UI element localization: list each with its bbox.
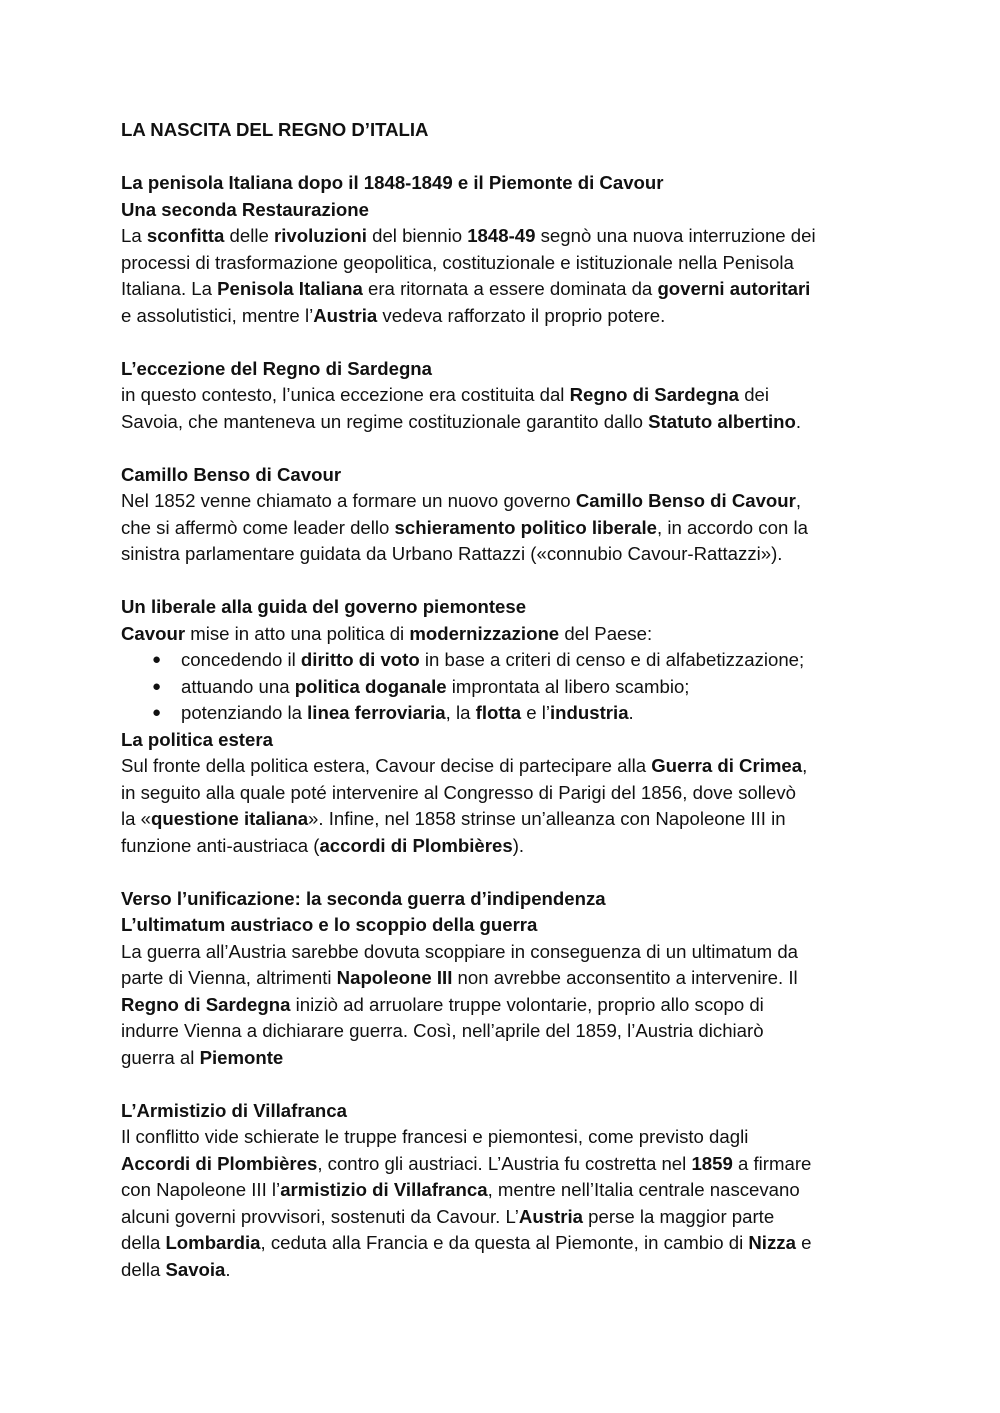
bold-text: L’ultimatum austriaco e lo scoppio della guerra: [121, 914, 538, 935]
text-line: [121, 356, 891, 383]
text-run: del biennio: [366, 225, 468, 246]
text-run: ,: [795, 490, 802, 511]
text-line: [121, 939, 891, 966]
text-line: [121, 806, 891, 833]
text-run: dei: [739, 384, 770, 405]
bold-text: Una seconda Restaurazione: [121, 198, 369, 220]
bold-text: Piemonte: [199, 1046, 284, 1068]
bold-text: schieramento politico liberale: [394, 516, 658, 538]
text-run: la «: [121, 808, 151, 829]
bold-text: accordi di Plombières: [319, 834, 513, 856]
text-line: [121, 250, 891, 277]
text-run: non avrebbe acconsentito a intervenire. Il: [452, 967, 798, 988]
text-run: Savoia, che manteneva un regime costituzionale garantito dallo: [121, 410, 649, 432]
text-run: della: [121, 1258, 166, 1280]
text-line: [121, 1204, 891, 1231]
text-run: , mentre nell’Italia centrale nascevano: [487, 1179, 800, 1200]
text-line: [121, 1177, 891, 1204]
bold-text: industria: [550, 702, 629, 723]
bold-text: L’Armistizio di Villafranca: [121, 1099, 347, 1121]
text-line: [121, 1045, 891, 1072]
text-run: alcuni governi provvisori, sostenuti da Cavour. L’: [121, 1205, 519, 1227]
text-run: .: [795, 410, 802, 432]
text-run: , contro gli austriaci. L’Austria fu costretta nel: [317, 1152, 692, 1174]
text-run: , la: [445, 702, 476, 723]
bold-text: Napoleone III: [336, 967, 453, 988]
text-line: [121, 409, 891, 436]
text-run: a firmare: [732, 1152, 812, 1174]
text-run: e: [795, 1232, 812, 1253]
text-run: , ceduta alla Francia e da questa al Piemonte, in cambio di: [260, 1232, 749, 1253]
bold-text: sconfitta: [146, 225, 225, 246]
bold-text: La politica estera: [121, 728, 273, 750]
text-line: [121, 462, 891, 489]
bold-text: Accordi di Plombières: [121, 1152, 318, 1174]
bullet-icon: ●: [152, 651, 162, 668]
bold-text: L’eccezione del Regno di Sardegna: [121, 357, 433, 379]
bold-text: diritto di voto: [300, 649, 420, 670]
text-line: [121, 541, 891, 568]
bold-text: flotta: [475, 702, 522, 723]
bold-text: La penisola Italiana dopo il 1848-1849 e il Piemonte di Cavour: [121, 172, 664, 193]
text-run: La: [121, 225, 147, 246]
paragraph-spacer: [121, 144, 891, 171]
text-line: [121, 197, 891, 224]
bold-text: questione italiana: [150, 808, 309, 829]
text-line: [121, 382, 891, 409]
bold-text: governi autoritari: [657, 278, 811, 299]
text-run: , in accordo con la: [657, 516, 808, 538]
text-run: parte di Vienna, altrimenti: [121, 967, 337, 988]
text-run: in seguito alla quale poté intervenire al Congresso di Parigi del 1856, dove sollevò: [121, 781, 796, 803]
text-run: che si affermò come leader dello: [121, 516, 395, 538]
list-item: [121, 700, 891, 727]
text-run: della: [121, 1232, 166, 1253]
text-line: [121, 276, 891, 303]
text-line: [121, 170, 891, 197]
text-line: [121, 515, 891, 542]
text-run: e l’: [521, 702, 551, 723]
text-line: [121, 753, 891, 780]
text-run: perse la maggior parte: [582, 1205, 775, 1227]
text-line: [121, 965, 891, 992]
text-run: ». Infine, nel 1858 strinse un’alleanza con Napoleone III in: [308, 808, 786, 829]
text-run: Nel 1852 venne chiamato a formare un nuovo governo: [121, 490, 576, 511]
text-run: .: [225, 1258, 231, 1280]
bold-text: Savoia: [165, 1258, 226, 1280]
bold-text: Guerra di Crimea: [651, 755, 803, 776]
text-line: [121, 1098, 891, 1125]
text-line: [121, 621, 891, 648]
text-run: funzione anti-austriaca (: [121, 834, 320, 856]
text-run: in base a criteri di censo e di alfabetizzazione;: [419, 649, 805, 670]
bold-text: LA NASCITA DEL REGNO D’ITALIA: [121, 119, 429, 140]
text-run: sinistra parlamentare guidata da Urbano Rattazzi («connubio Cavour-Rattazzi»).: [121, 543, 783, 564]
bold-text: Verso l’unificazione: la seconda guerra d’indipendenza: [121, 887, 606, 909]
bold-text: Camillo Benso di Cavour: [121, 463, 342, 485]
text-run: La guerra all’Austria sarebbe dovuta scoppiare in conseguenza di un ultimatum da: [121, 940, 799, 962]
text-line: [121, 117, 891, 144]
paragraph-spacer: [121, 568, 891, 595]
text-run: attuando una: [181, 675, 295, 697]
text-line: [121, 886, 891, 913]
text-line: [121, 1151, 891, 1178]
bold-text: Un liberale alla guida del governo piemontese: [121, 596, 527, 617]
paragraph-spacer: [121, 329, 891, 356]
bold-text: rivoluzioni: [273, 225, 367, 246]
text-run: indurre Vienna a dichiarare guerra. Così, nell’aprile del 1859, l’Austria dichiarò: [121, 1020, 764, 1041]
text-line: [121, 223, 891, 250]
paragraph-spacer: [121, 859, 891, 886]
text-run: ).: [512, 834, 525, 856]
bold-text: Camillo Benso di Cavour: [575, 490, 796, 511]
bold-text: Regno di Sardegna: [121, 993, 291, 1015]
text-run: concedendo il: [181, 649, 301, 670]
text-run: improntata al libero scambio;: [446, 675, 690, 697]
text-line: [121, 488, 891, 515]
text-line: [121, 594, 891, 621]
text-run: con Napoleone III l’: [121, 1179, 281, 1200]
paragraph-spacer: [121, 435, 891, 462]
bold-text: Lombardia: [165, 1232, 261, 1253]
text-run: Italiana. La: [121, 278, 218, 299]
text-line: [121, 1230, 891, 1257]
text-line: [121, 727, 891, 754]
bold-text: Austria: [313, 304, 378, 326]
bold-text: 1848-49: [467, 225, 536, 246]
bold-text: linea ferroviaria: [307, 702, 446, 723]
list-item: [121, 674, 891, 701]
text-line: [121, 1124, 891, 1151]
bold-text: Penisola Italiana: [217, 278, 363, 299]
text-line: [121, 912, 891, 939]
list-item: [121, 647, 891, 674]
text-run: era ritornata a essere dominata da: [362, 278, 658, 299]
bold-text: modernizzazione: [409, 622, 560, 644]
text-run: guerra al: [121, 1046, 200, 1068]
text-run: Sul fronte della politica estera, Cavour decise di partecipare alla: [121, 755, 652, 776]
text-line: [121, 1018, 891, 1045]
bold-text: Regno di Sardegna: [569, 384, 740, 405]
text-line: [121, 992, 891, 1019]
text-run: Il conflitto vide schierate le truppe francesi e piemontesi, come previsto dagli: [121, 1126, 749, 1147]
bold-text: Cavour: [121, 622, 186, 644]
text-run: in questo contesto, l’unica eccezione era costituita dal: [121, 384, 570, 405]
text-run: potenziando la: [181, 702, 308, 723]
text-run: del Paese:: [559, 622, 653, 644]
bold-text: Statuto albertino: [648, 410, 796, 432]
bold-text: politica doganale: [294, 675, 447, 697]
text-run: delle: [224, 225, 274, 246]
paragraph-spacer: [121, 1071, 891, 1098]
bullet-icon: ●: [152, 677, 162, 695]
text-run: processi di trasformazione geopolitica, costituzionale e istituzionale nella Penisola: [121, 251, 794, 273]
document-body: [121, 117, 891, 1283]
bold-text: Nizza: [748, 1232, 796, 1253]
text-line: [121, 780, 891, 807]
bold-text: Austria: [518, 1205, 583, 1227]
text-run: e assolutistici, mentre l’: [121, 304, 314, 326]
bold-text: armistizio di Villafranca: [280, 1179, 488, 1200]
text-run: ,: [802, 755, 808, 776]
text-run: iniziò ad arruolare truppe volontarie, proprio allo scopo di: [290, 993, 764, 1015]
text-run: vedeva rafforzato il proprio potere.: [377, 304, 666, 326]
text-run: .: [628, 702, 634, 723]
bullet-icon: ●: [152, 704, 162, 721]
text-run: segnò una nuova interruzione dei: [535, 225, 816, 246]
bold-text: 1859: [691, 1152, 733, 1174]
text-line: [121, 303, 891, 330]
text-line: [121, 833, 891, 860]
text-run: mise in atto una politica di: [185, 622, 410, 644]
text-line: [121, 1257, 891, 1284]
